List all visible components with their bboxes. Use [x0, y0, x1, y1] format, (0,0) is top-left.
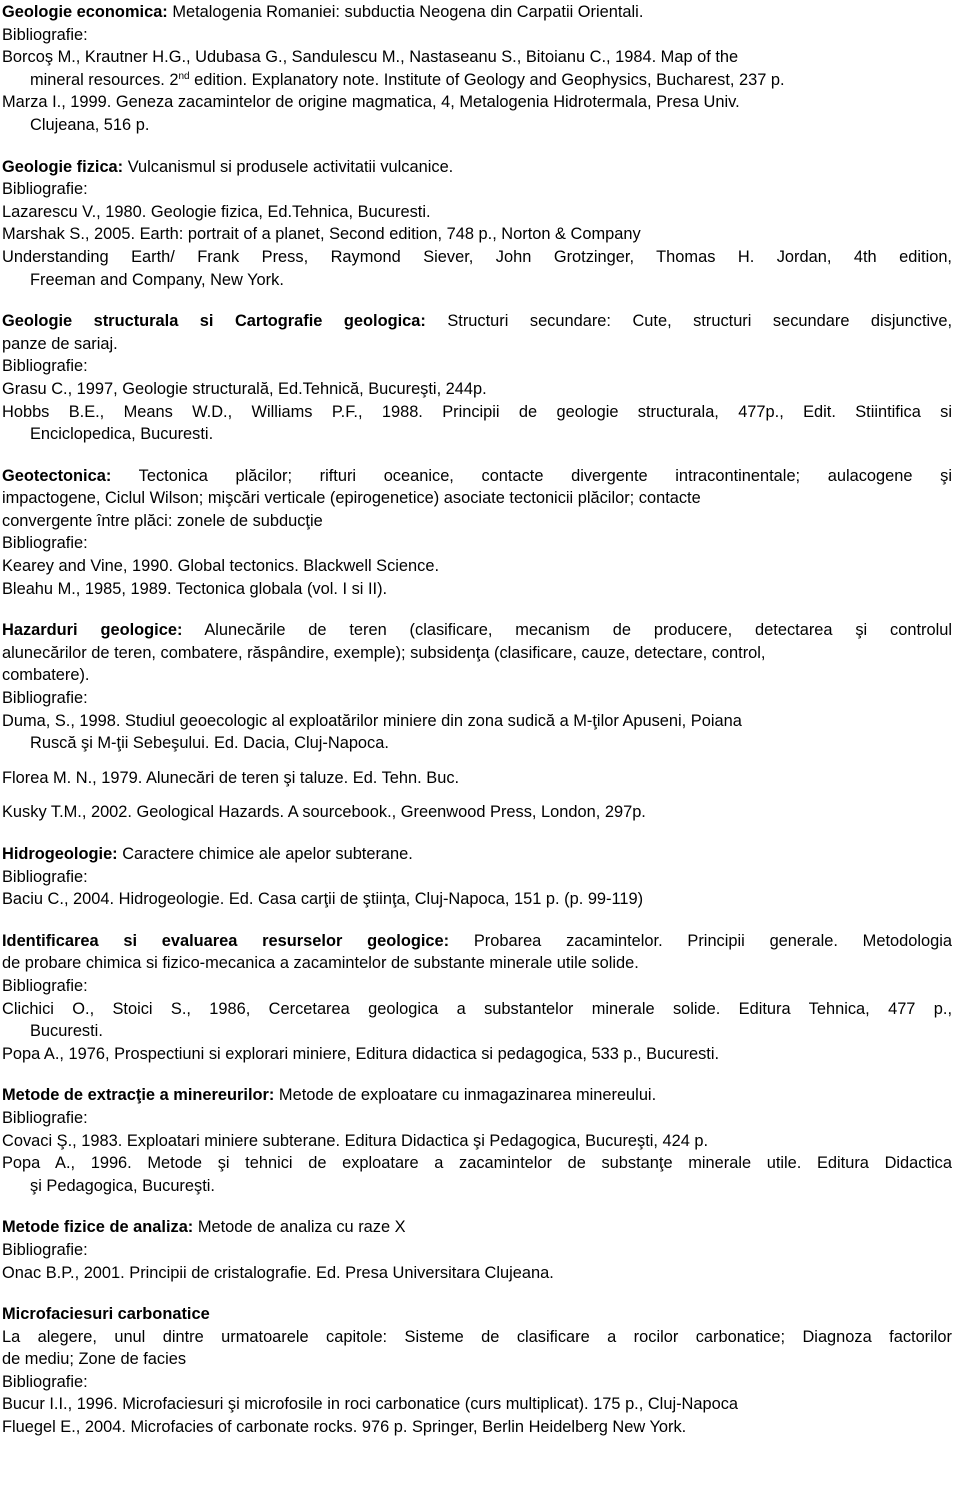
bibliography-label: Bibliografie:: [2, 867, 88, 886]
reference-item: Popa A., 1996. Metode şi tehnici de exploatare a zacamintelor de substanţe minerale utile. Editura Didactica: [2, 1154, 952, 1173]
section-microfaciesuri: [2, 1303, 960, 1439]
section-geologie-structurala: [2, 310, 960, 446]
section-metode-fizice: [2, 1216, 960, 1284]
section-metode-extractie: [2, 1084, 960, 1197]
bibliography-label: Bibliografie:: [2, 689, 88, 708]
reference-item: Clichici O., Stoici S., 1986, Cercetarea geologica a substantelor minerale solide. Editura Tehnica, 477 p.,: [2, 999, 952, 1018]
reference-item: Kusky T.M., 2002. Geological Hazards. A sourcebook., Greenwood Press, London, 297p.: [2, 803, 646, 822]
section-heading: Hidrogeologie:: [2, 845, 118, 863]
section-topic-continued: convergente între plăci: zonele de subducţie: [2, 511, 323, 530]
section-topic: Metode de exploatare cu inmagazinarea minereului.: [278, 1086, 657, 1105]
section-topic-continued: panze de sariaj.: [2, 334, 118, 353]
reference-item: Bleahu M., 1985, 1989. Tectonica globala (vol. I si II).: [2, 579, 388, 598]
section-topic: Alunecările de teren (clasificare, mecanism de producere, detectarea şi controlul: [204, 621, 952, 640]
section-heading: Identificarea si evaluarea resurselor geologice:: [2, 931, 450, 950]
section-heading: Geologie economica:: [2, 3, 168, 21]
reference-item: Kearey and Vine, 1990. Global tectonics. Blackwell Science.: [2, 557, 440, 576]
section-heading: Microfaciesuri carbonatice: [2, 1305, 210, 1324]
reference-item: Understanding Earth/ Frank Press, Raymond Siever, John Grotzinger, Thomas H. Jordan, 4th edition,: [2, 247, 952, 266]
section-heading: Metode fizice de analiza:: [2, 1218, 194, 1237]
section-topic: Caractere chimice ale apelor subterane.: [122, 845, 413, 863]
bibliography-label: Bibliografie:: [2, 25, 88, 44]
reference-item-continued: Ruscă şi M-ţii Sebeşului. Ed. Dacia, Cluj-Napoca.: [30, 734, 389, 753]
section-topic-continued: de probare chimica si fizico-mecanica a zacamintelor de substante minerale utile solide.: [2, 954, 639, 973]
section-topic-continued: de mediu; Zone de facies: [2, 1350, 187, 1369]
reference-item: Hobbs B.E., Means W.D., Williams P.F., 1988. Principii de geologie structurala, 477p., Edit. Stiintifica si: [2, 402, 952, 421]
section-topic: Metalogenia Romaniei: subductia Neogena din Carpatii Orientali.: [172, 3, 644, 21]
section-topic: La alegere, unul dintre urmatoarele capitole: Sisteme de clasificare a rocilor carbonatice; Diagnoza factorilor: [2, 1327, 952, 1346]
section-geologie-fizica: [2, 156, 960, 292]
section-heading: Geologie structurala si Cartografie geologica:: [2, 312, 426, 331]
section-heading: Hazarduri geologice:: [2, 621, 183, 640]
bibliography-label: Bibliografie:: [2, 976, 88, 995]
reference-item: Florea M. N., 1979. Alunecări de teren şi taluze. Ed. Tehn. Buc.: [2, 768, 460, 787]
reference-item-continued: şi Pedagogica, Bucureşti.: [30, 1176, 215, 1195]
section-heading: Metode de extracţie a minereurilor:: [2, 1086, 275, 1105]
reference-item: Bucur I.I., 1996. Microfaciesuri şi microfosile in roci carbonatice (curs multiplicat). 175 p., Cluj-Napoca: [2, 1395, 739, 1414]
section-topic-continued: alunecărilor de teren, combatere, răspândire, exemple); subsidenţa (clasificare, cauze, detectare, control,: [2, 643, 766, 662]
reference-item: Borcoş M., Krautner H.G., Udubasa G., Sandulescu M., Nastaseanu S., Bitoianu C., 1984. Map of the: [2, 48, 739, 67]
section-topic: Metode de analiza cu raze X: [197, 1218, 406, 1237]
reference-item-continued: Enciclopedica, Bucuresti.: [30, 425, 214, 444]
reference-item: Lazarescu V., 1980. Geologie fizica, Ed.Tehnica, Bucuresti.: [2, 202, 431, 221]
reference-item-continued: mineral resources. 2nd edition. Explanatory note. Institute of Geology and Geophysics, Bucharest, 237 p.: [30, 70, 785, 89]
bibliography-label: Bibliografie:: [2, 1240, 88, 1259]
section-resurse-geologice: [2, 930, 960, 1066]
section-topic: Vulcanismul si produsele activitatii vulcanice.: [127, 157, 454, 176]
section-hidrogeologie: [2, 843, 960, 911]
bibliography-label: Bibliografie:: [2, 357, 88, 376]
reference-item: Baciu C., 2004. Hidrogeologie. Ed. Casa carţii de ştiinţa, Cluj-Napoca, 151 p. (p. 99-119): [2, 890, 644, 909]
section-topic-continued: impactogene, Ciclul Wilson; mişcări verticale (epirogenetice) asociate tectonicii plăcilor; contacte: [2, 489, 701, 508]
reference-item: Onac B.P., 2001. Principii de cristalografie. Ed. Presa Universitara Clujeana.: [2, 1263, 554, 1282]
section-topic: Structuri secundare: Cute, structuri secundare disjunctive,: [447, 312, 952, 331]
reference-item: Covaci Ş., 1983. Exploatari miniere subterane. Editura Didactica şi Pedagogica, Bucureşti, 424 p.: [2, 1131, 709, 1150]
section-geologie-economica: [2, 1, 960, 137]
bibliography-label: Bibliografie:: [2, 534, 88, 553]
section-topic: Probarea zacamintelor. Principii generale. Metodologia: [473, 931, 952, 950]
section-geotectonica: [2, 465, 960, 601]
section-topic-continued: combatere).: [2, 666, 90, 685]
reference-item-continued: Clujeana, 516 p.: [30, 115, 150, 134]
section-hazarduri-geologice: [2, 619, 960, 824]
reference-item: Marshak S., 2005. Earth: portrait of a planet, Second edition, 748 p., Norton & Company: [2, 225, 641, 244]
reference-item: Marza I., 1999. Geneza zacamintelor de origine magmatica, 4, Metalogenia Hidrotermala, Presa Univ.: [2, 93, 740, 112]
section-heading: Geologie fizica:: [2, 157, 124, 176]
section-heading: Geotectonica:: [2, 466, 112, 485]
section-topic: Tectonica plăcilor; rifturi oceanice, contacte divergente intracontinentale; aulacogene şi: [138, 466, 952, 485]
reference-item: Fluegel E., 2004. Microfacies of carbonate rocks. 976 p. Springer, Berlin Heidelberg New York.: [2, 1418, 687, 1437]
reference-item-continued: Freeman and Company, New York.: [30, 270, 284, 289]
bibliography-label: Bibliografie:: [2, 1372, 88, 1391]
reference-item-continued: Bucuresti.: [30, 1022, 103, 1041]
bibliography-label: Bibliografie:: [2, 1108, 88, 1127]
reference-item: Popa A., 1976, Prospectiuni si explorari miniere, Editura didactica si pedagogica, 533 p., Bucuresti.: [2, 1044, 720, 1063]
reference-item: Duma, S., 1998. Studiul geoecologic al exploatărilor miniere din zona sudică a M-ţilor Apuseni, Poiana: [2, 711, 742, 730]
reference-item: Grasu C., 1997, Geologie structurală, Ed.Tehnică, Bucureşti, 244p.: [2, 379, 487, 398]
bibliography-label: Bibliografie:: [2, 180, 88, 199]
